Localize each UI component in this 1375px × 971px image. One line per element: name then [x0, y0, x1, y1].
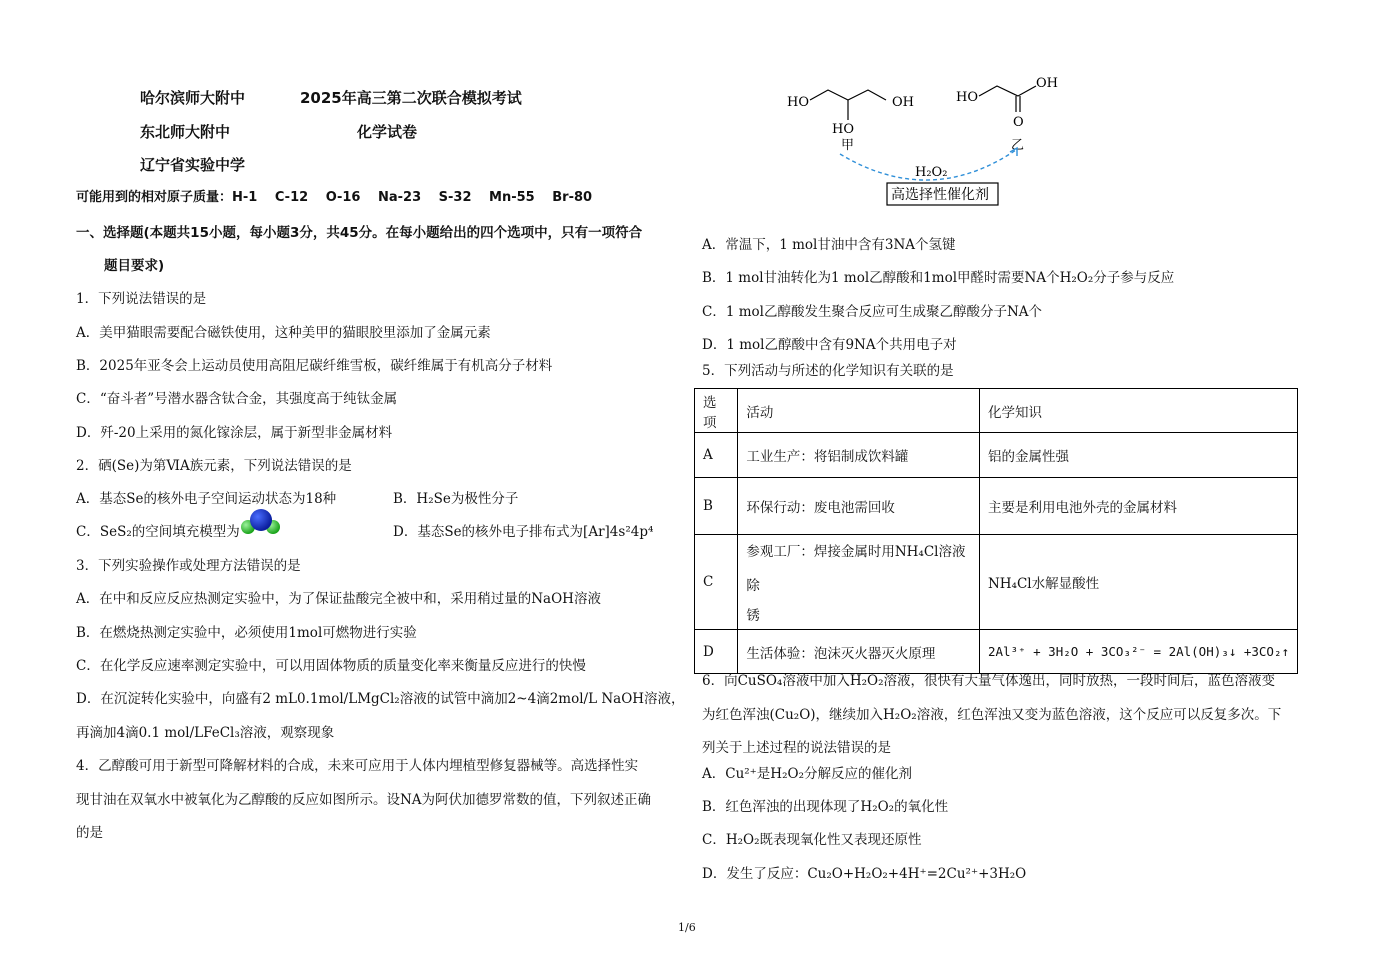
label-yi: 乙 — [1011, 138, 1025, 153]
q1-option-d: D．歼-20上采用的氮化镓涂层，属于新型非金属材料 — [76, 425, 393, 441]
q1-stem: 1．下列说法错误的是 — [76, 291, 207, 307]
q2-option-d: D．基态Se的核外电子排布式为[Ar]4s²4p⁴ — [393, 524, 654, 540]
row-c-activity-line2: 锈 — [746, 608, 760, 624]
q6-stem-cont: 为红色浑浊(Cu₂O)，继续加入H₂O₂溶液，红色浑浊又变为蓝色溶液，这个反应可以反复多次。下 — [702, 707, 1282, 723]
q4-option-c: C．1 mol乙醇酸发生聚合反应可生成聚乙醇酸分子NA个 — [702, 304, 1043, 320]
school-name-3: 辽宁省实验中学 — [140, 156, 246, 174]
q3-option-a: A．在中和反应反应热测定实验中，为了保证盐酸完全被中和，采用稍过量的NaOH溶液 — [76, 591, 601, 607]
glycerol-ho-bottom: HO — [832, 122, 854, 137]
exam-title: 2025年高三第二次联合模拟考试 — [300, 89, 522, 107]
q1-option-b: B．2025年亚冬会上运动员使用高阻尼碳纤维雪板，碳纤维属于有机高分子材料 — [76, 358, 553, 374]
acid-o: O — [1013, 115, 1024, 130]
acid-oh: OH — [1036, 76, 1058, 91]
q5-stem: 5．下列活动与所述的化学知识有关联的是 — [702, 363, 954, 379]
q2-option-a: A．基态Se的核外电子空间运动状态为18种 — [76, 491, 337, 507]
q3-stem: 3．下列实验操作或处理方法错误的是 — [76, 558, 301, 574]
q6-stem-end: 列关于上述过程的说法错误的是 — [702, 740, 891, 756]
row-c-knowledge: NH₄Cl水解显酸性 — [979, 535, 1297, 630]
glycerol-ho-left: HO — [787, 95, 809, 110]
subject-title: 化学试卷 — [357, 123, 418, 141]
row-c-activity-line1: 参观工厂：焊接金属时用NH₄Cl溶液除 — [746, 544, 966, 594]
q6-option-b: B．红色浑浊的出现体现了H₂O₂的氧化性 — [702, 799, 949, 815]
q3-option-c: C．在化学反应速率测定实验中，可以用固体物质的质量变化率来衡量反应进行的快慢 — [76, 658, 586, 674]
row-d-knowledge: 2Al³⁺ + 3H₂O + 3CO₃²⁻ = 2Al(OH)₃↓ +3CO₂↑ — [979, 630, 1297, 674]
q4-option-b: B．1 mol甘油转化为1 mol乙醇酸和1mol甲醛时需要NA个H₂O₂分子参与反应 — [702, 270, 1175, 286]
catalyst-label: 高选择性催化剂 — [891, 187, 989, 203]
reagent-h2o2: H₂O₂ — [915, 165, 948, 180]
row-a-knowledge: 铝的金属性强 — [979, 433, 1297, 478]
glycerol-oxidation-scheme — [780, 70, 1070, 215]
row-d-activity: 生活体验：泡沫灭火器灭火原理 — [738, 630, 980, 674]
row-c-activity — [738, 535, 980, 630]
q6-option-a: A．Cu²⁺是H₂O₂分解反应的催化剂 — [702, 766, 912, 782]
section1-heading: 一、选择题(本题共15小题，每小题3分，共45分。在每小题给出的四个选项中，只有一项符合 — [76, 225, 643, 241]
q3-option-d-cont: 再滴加4滴0.1 mol/LFeCl₃溶液，观察现象 — [76, 725, 335, 741]
row-b-activity: 环保行动：废电池需回收 — [738, 478, 980, 535]
table-row — [695, 478, 1298, 535]
acid-ho: HO — [956, 90, 978, 105]
q4-stem-cont: 现甘油在双氧水中被氧化为乙醇酸的反应如图所示。设NA为阿伏加德罗常数的值，下列叙述正确 — [76, 792, 652, 808]
q2-stem: 2．硒(Se)为第ⅥA族元素，下列说法错误的是 — [76, 458, 352, 474]
table-row — [695, 630, 1298, 674]
school-name-2: 东北师大附中 — [140, 123, 231, 141]
row-b-option: B — [695, 478, 738, 535]
section1-heading-cont: 题目要求) — [104, 258, 165, 274]
q5-table — [694, 388, 1298, 674]
q4-stem-end: 的是 — [76, 825, 103, 841]
table-row — [695, 535, 1298, 630]
header-activity: 活动 — [738, 389, 980, 433]
row-d-option: D — [695, 630, 738, 674]
q1-option-c: C．“奋斗者”号潜水器含钛合金，其强度高于纯钛金属 — [76, 391, 398, 407]
table-header-row — [695, 389, 1298, 433]
q6-option-d: D．发生了反应：Cu₂O+H₂O₂+4H⁺=2Cu²⁺+3H₂O — [702, 866, 1027, 882]
atomic-masses: 可能用到的相对原子质量：H-1 C-12 O-16 Na-23 S-32 Mn-55 Br-80 — [76, 190, 593, 205]
row-b-knowledge: 主要是利用电池外壳的金属材料 — [979, 478, 1297, 535]
q2-option-b: B．H₂Se为极性分子 — [393, 491, 519, 507]
q6-stem: 6．向CuSO₄溶液中加入H₂O₂溶液，很快有大量气体逸出，同时放热，一段时间后，蓝色溶液变 — [702, 673, 1276, 689]
row-a-activity: 工业生产：将铝制成饮料罐 — [738, 433, 980, 478]
header-knowledge: 化学知识 — [979, 389, 1297, 433]
table-row — [695, 433, 1298, 478]
label-jia: 甲 — [841, 138, 855, 153]
q4-option-a: A．常温下，1 mol甘油中含有3NA个氢键 — [702, 237, 956, 253]
q4-stem: 4．乙醇酸可用于新型可降解材料的合成，未来可应用于人体内埋植型修复器械等。高选择性实 — [76, 758, 639, 774]
q3-option-d: D．在沉淀转化实验中，向盛有2 mL0.1mol/LMgCl₂溶液的试管中滴加2~4滴2mol/L NaOH溶液， — [76, 691, 685, 707]
page-number: 1/6 — [678, 921, 696, 934]
school-name-1: 哈尔滨师大附中 — [140, 89, 246, 107]
header-option: 选项 — [695, 389, 738, 433]
q4-option-d: D．1 mol乙醇酸中含有9NA个共用电子对 — [702, 337, 957, 353]
row-a-option: A — [695, 433, 738, 478]
q6-option-c: C．H₂O₂既表现氧化性又表现还原性 — [702, 832, 922, 848]
row-c-option: C — [695, 535, 738, 630]
q1-option-a: A．美甲猫眼需要配合磁铁使用，这种美甲的猫眼胶里添加了金属元素 — [76, 325, 491, 341]
ses2-space-filling-model-icon — [240, 507, 282, 537]
glycerol-oh-right: OH — [892, 95, 914, 110]
q2-option-c: C．SeS₂的空间填充模型为 — [76, 524, 240, 540]
q3-option-b: B．在燃烧热测定实验中，必须使用1mol可燃物进行实验 — [76, 625, 417, 641]
